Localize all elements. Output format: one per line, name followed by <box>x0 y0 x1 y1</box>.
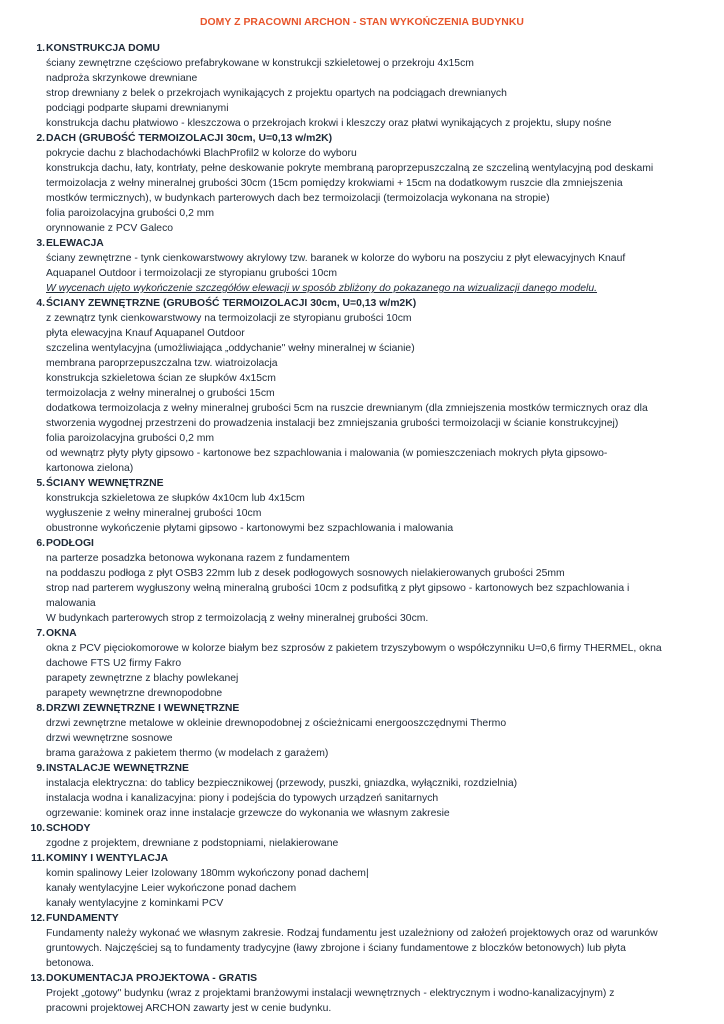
section-number: 12. <box>30 913 45 924</box>
section-note: W wycenach ujęto wykończenie szczegółów elewacji w sposób zbliżony do pokazanego na wizualizacji danego modelu. <box>46 283 598 294</box>
section-number: 8. <box>36 703 45 714</box>
section-heading: KOMINY I WENTYLACJA <box>46 853 169 864</box>
section-number: 13. <box>30 973 45 984</box>
section-line: na parterze posadzka betonowa wykonana razem z fundamentem <box>46 553 350 564</box>
section-heading: DACH (GRUBOŚĆ TERMOIZOLACJI 30cm, U=0,13 w/m2K) <box>46 133 333 144</box>
section-number: 1. <box>36 43 45 54</box>
section-line: konstrukcja szkieletowa ze słupków 4x10cm lub 4x15cm <box>46 493 305 504</box>
section-line: od wewnątrz płyty płyty gipsowo - kartonowe bez szpachlowania i malowania (w pomieszczeniach mokrych płyta gipsowo- <box>46 448 608 459</box>
section-line: termoizolacja z wełny mineralnej grubości 30cm (15cm pomiędzy krokwiami + 15cm na dodatkowym ruszcie dla zmniejszenia <box>46 178 623 189</box>
section-line: okna z PCV pięciokomorowe w kolorze białym bez szprosów z pakietem trzyszybowym o współczynniku U=0,6 firmy THERMEL, okna <box>46 643 662 654</box>
section-line: pokrycie dachu z blachodachówki BlachProfil2 w kolorze do wyboru <box>46 148 357 159</box>
section-line: mostków termicznych), w budynkach parterowych dach bez termoizolacji (termoizolacja wykonana na stropie) <box>46 193 550 204</box>
section-line: strop drewniany z belek o przekrojach wynikających z projektu opartych na podciągach drewnianych <box>46 88 507 99</box>
section-line: termoizolacja z wełny mineralnej o grubości 15cm <box>46 388 275 399</box>
section-line: dachowe FTS U2 firmy Fakro <box>46 658 182 669</box>
spec-section <box>25 971 697 1016</box>
section-number: 3. <box>36 238 45 249</box>
section-line: płyta elewacyjna Knauf Aquapanel Outdoor <box>46 328 245 339</box>
section-line: Fundamenty należy wykonać we własnym zakresie. Rodzaj fundamentu jest uzależniony od założeń projektowych oraz od warunków <box>46 928 658 939</box>
section-heading: ELEWACJA <box>46 238 104 249</box>
spec-section <box>25 701 697 761</box>
spec-section <box>25 626 697 701</box>
section-line: gruntowych. Najczęściej są to fundamenty tradycyjne (ławy zbrojone i ściany fundamentowe z bloczków betonowych) lub płyta <box>46 943 626 954</box>
section-line: kanały wentylacyjne Leier wykończone ponad dachem <box>46 883 297 894</box>
section-line: wygłuszenie z wełny mineralnej grubości 10cm <box>46 508 262 519</box>
section-line: dodatkowa termoizolacja z wełny mineralnej grubości 5cm na ruszcie drewnianym (dla zmniejszenia mostków termicznych oraz dla <box>46 403 648 414</box>
section-line: orynnowanie z PCV Galeco <box>46 223 174 234</box>
section-line: malowania <box>46 598 96 609</box>
section-line: ogrzewanie: kominek oraz inne instalacje grzewcze do wykonania we własnym zakresie <box>46 808 450 819</box>
section-heading: DRZWI ZEWNĘTRZNE I WEWNĘTRZNE <box>46 703 240 714</box>
spec-section <box>25 296 697 476</box>
spec-section <box>25 131 697 236</box>
section-heading: ŚCIANY WEWNĘTRZNE <box>46 478 164 489</box>
section-number: 5. <box>36 478 45 489</box>
section-line: parapety wewnętrzne drewnopodobne <box>46 688 223 699</box>
section-heading: ŚCIANY ZEWNĘTRZNE (GRUBOŚĆ TERMOIZOLACJI 30cm, U=0,13 w/m2K) <box>46 298 417 309</box>
section-line: ściany zewnętrzne częściowo prefabrykowane w konstrukcji szkieletowej o przekroju 4x15cm <box>46 58 474 69</box>
section-line: folia paroizolacyjna grubości 0,2 mm <box>46 208 215 219</box>
section-line: na poddaszu podłoga z płyt OSB3 22mm lub z desek podłogowych sosnowych nielakierowanych grubości 25mm <box>46 568 565 579</box>
section-line: stworzenia wygodnej przestrzeni do prowadzenia instalacji bez zmniejszania grubości termoizolacji w ścianie konstrukcyjnej) <box>46 418 619 429</box>
section-line: kanały wentylacyjne z kominkami PCV <box>46 898 224 909</box>
section-line: podciągi podparte słupami drewnianymi <box>46 103 229 114</box>
section-line: zgodne z projektem, drewniane z podstopniami, nielakierowane <box>46 838 339 849</box>
section-line: pracowni projektowej ARCHON zawarty jest w cenie budynku. <box>46 1003 332 1014</box>
section-line: z zewnątrz tynk cienkowarstwowy na termoizolacji ze styropianu grubości 10cm <box>46 313 412 324</box>
section-line: folia paroizolacyjna grubości 0,2 mm <box>46 433 215 444</box>
section-line: parapety zewnętrzne z blachy powlekanej <box>46 673 239 684</box>
section-number: 4. <box>36 298 45 309</box>
section-line: membrana paroprzepuszczalna tzw. wiatroizolacja <box>46 358 278 369</box>
section-heading: DOKUMENTACJA PROJEKTOWA - GRATIS <box>46 973 258 984</box>
section-line: obustronne wykończenie płytami gipsowo - kartonowymi bez szpachlowania i malowania <box>46 523 454 534</box>
spec-section <box>25 536 697 626</box>
section-line: komin spalinowy Leier Izolowany 180mm wykończony ponad dachem| <box>46 868 369 879</box>
section-heading: SCHODY <box>46 823 91 834</box>
section-heading: PODŁOGI <box>46 538 94 549</box>
section-line: konstrukcja dachu płatwiowo - kleszczowa o przekrojach krokwi i kleszczy oraz płatwi wynikających z projektu, słupy nośne <box>46 118 612 129</box>
section-line: konstrukcja dachu, łaty, kontrłaty, pełne deskowanie pokryte membraną paroprzepuszczalną ze szczeliną wentylacyjną pod deskami <box>46 163 654 174</box>
spec-section <box>25 476 697 536</box>
section-line: brama garażowa z pakietem thermo (w modelach z garażem) <box>46 748 329 759</box>
spec-section <box>25 821 697 851</box>
section-number: 9. <box>36 763 45 774</box>
section-line: kartonowa zielona) <box>46 463 134 474</box>
section-line: betonowa. <box>46 958 94 969</box>
spec-list <box>25 41 697 1016</box>
spec-section <box>25 236 697 296</box>
section-heading: KONSTRUKCJA DOMU <box>46 43 160 54</box>
section-heading: OKNA <box>46 628 77 639</box>
section-line: ściany zewnętrzne - tynk cienkowarstwowy akrylowy tzw. baranek w kolorze do wyboru na poszyciu z płyt elewacyjnych Knauf <box>46 253 626 264</box>
spec-section <box>25 911 697 971</box>
spec-section <box>25 41 697 131</box>
section-line: Aquapanel Outdoor i termoizolacji ze styropianu grubości 10cm <box>46 268 338 279</box>
section-line: nadproża skrzynkowe drewniane <box>46 73 198 84</box>
document-title: DOMY Z PRACOWNI ARCHON - STAN WYKOŃCZENIA BUDYNKU <box>200 17 524 28</box>
section-line: W budynkach parterowych strop z termoizolacją z wełny mineralnej grubości 30cm. <box>46 613 429 624</box>
section-number: 2. <box>36 133 45 144</box>
section-line: instalacja elektryczna: do tablicy bezpiecznikowej (przewody, puszki, gniazdka, wyłączniki, rozdzielnia) <box>46 778 518 789</box>
section-line: instalacja wodna i kanalizacyjna: piony i podejścia do typowych urządzeń sanitarnych <box>46 793 439 804</box>
section-heading: INSTALACJE WEWNĘTRZNE <box>46 763 189 774</box>
section-heading: FUNDAMENTY <box>46 913 119 924</box>
section-line: konstrukcja szkieletowa ścian ze słupków 4x15cm <box>46 373 276 384</box>
section-number: 10. <box>30 823 45 834</box>
section-number: 7. <box>36 628 45 639</box>
section-line: drzwi zewnętrzne metalowe w okleinie drewnopodobnej z ościeżnicami energooszczędnymi Thermo <box>46 718 507 729</box>
spec-section <box>25 761 697 821</box>
section-line: szczelina wentylacyjna (umożliwiająca „oddychanie" wełny mineralnej w ścianie) <box>46 343 415 354</box>
section-number: 6. <box>36 538 45 549</box>
spec-section <box>25 851 697 911</box>
section-line: strop nad parterem wygłuszony wełną mineralną grubości 10cm z podsufitką z płyt gipsowo - kartonowych bez szpachlowania i <box>46 583 630 594</box>
section-line: drzwi wewnętrzne sosnowe <box>46 733 173 744</box>
section-line: Projekt „gotowy" budynku (wraz z projektami branżowymi instalacji wewnętrznych - elektrycznym i wodno-kanalizacyjnym) z <box>46 988 615 999</box>
section-number: 11. <box>31 853 45 864</box>
